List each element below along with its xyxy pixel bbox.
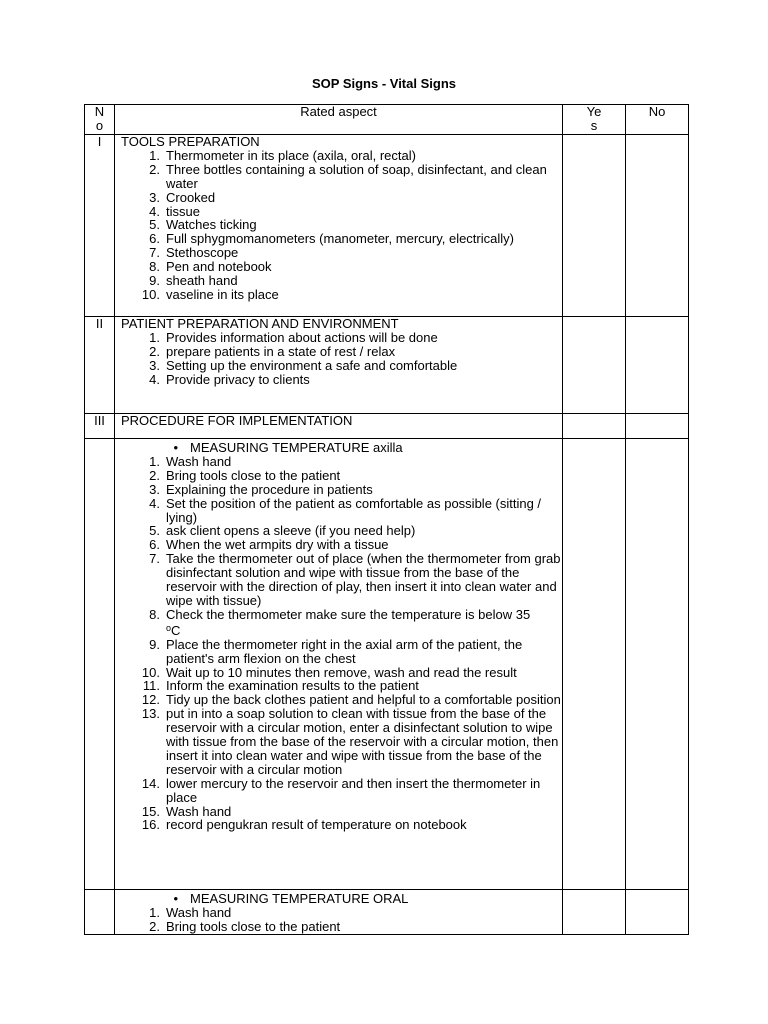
list-item-text bbox=[160, 638, 562, 666]
subsection-heading: MEASURING TEMPERATURE axilla bbox=[190, 440, 403, 455]
list-item-text bbox=[160, 805, 562, 819]
list-item bbox=[121, 218, 562, 232]
list-item bbox=[121, 920, 562, 934]
list-item bbox=[121, 149, 562, 163]
section-heading: PROCEDURE FOR IMPLEMENTATION bbox=[115, 414, 563, 439]
list-item-number: 5. bbox=[149, 523, 160, 539]
no-checkbox-cell[interactable] bbox=[626, 317, 689, 414]
list-item-body: Explaining the procedure in patients bbox=[166, 481, 373, 497]
list-item-text bbox=[160, 331, 562, 345]
subsection-heading: MEASURING TEMPERATURE ORAL bbox=[190, 891, 409, 906]
list-item bbox=[121, 608, 562, 638]
degree-symbol: o bbox=[166, 622, 172, 633]
section-heading: PATIENT PREPARATION AND ENVIRONMENT bbox=[121, 316, 399, 331]
no-checkbox-cell[interactable] bbox=[626, 890, 689, 935]
list-item-text bbox=[160, 260, 562, 274]
section-row-patient bbox=[85, 317, 689, 414]
bullet-heading bbox=[121, 441, 562, 455]
list-item bbox=[121, 345, 562, 359]
header-no-line-1: N bbox=[94, 104, 105, 119]
list-item-number: 12. bbox=[141, 692, 160, 708]
list-item-body: Watches ticking bbox=[166, 217, 257, 233]
checklist-table bbox=[84, 104, 689, 935]
list-item bbox=[121, 331, 562, 345]
list-item-body: Take the thermometer out of place (when the thermometer from grab disinfectant solution and wipe with tissue from the base of the reservoir with the direction of play, then insert it into clean water and wipe with tissue) bbox=[166, 551, 561, 608]
list-item-number: 9. bbox=[149, 636, 160, 652]
header-no-line-2: o bbox=[95, 117, 104, 133]
list-item-number: 2. bbox=[149, 343, 160, 359]
list-item-number: 2. bbox=[149, 161, 160, 177]
section-number: II bbox=[85, 317, 115, 414]
page-title: SOP Signs - Vital Signs bbox=[311, 76, 456, 91]
list-item-number: 2. bbox=[149, 918, 160, 934]
list-item-text bbox=[160, 524, 562, 538]
list-item-body: vaseline in its place bbox=[166, 286, 279, 302]
list-item-text bbox=[160, 274, 562, 288]
list-item-body: Check the thermometer make sure the temperature is below 35 bbox=[166, 606, 531, 622]
no-checkbox-cell[interactable] bbox=[626, 414, 689, 439]
section-content-tools bbox=[115, 135, 563, 317]
list-item-text bbox=[160, 906, 562, 920]
list-item bbox=[121, 777, 562, 805]
list-item-text bbox=[160, 246, 562, 260]
list-item bbox=[121, 638, 562, 666]
list-item-text bbox=[160, 679, 562, 693]
list-item-text bbox=[160, 483, 562, 497]
list-item-number: 8. bbox=[149, 259, 160, 275]
list-item-body: Stethoscope bbox=[166, 245, 239, 261]
list-item-body: ask client opens a sleeve (if you need help) bbox=[166, 523, 416, 539]
list-item-text bbox=[160, 777, 562, 805]
list-item-body: Tidy up the back clothes patient and helpful to a comfortable position bbox=[166, 692, 561, 708]
list-item-body: Provides information about actions will be done bbox=[166, 329, 438, 345]
list-item-text bbox=[160, 205, 562, 219]
list-item-text bbox=[160, 608, 562, 638]
list-item-number: 1. bbox=[149, 147, 160, 163]
section-number-empty bbox=[85, 439, 115, 890]
list-item-body: Provide privacy to clients bbox=[166, 371, 310, 387]
list-item-body: Wash hand bbox=[166, 453, 232, 469]
no-checkbox-cell[interactable] bbox=[626, 135, 689, 317]
list-item bbox=[121, 693, 562, 707]
list-item-body: Place the thermometer right in the axial arm of the patient, the patient's arm flexion on the chest bbox=[166, 636, 523, 666]
header-rated-aspect: Rated aspect bbox=[115, 105, 563, 135]
list-item bbox=[121, 469, 562, 483]
list-item-text bbox=[160, 149, 562, 163]
list-item-number: 4. bbox=[149, 371, 160, 387]
list-item-text bbox=[160, 469, 562, 483]
list-item-text bbox=[160, 191, 562, 205]
list-item bbox=[121, 906, 562, 920]
list-item-number: 8. bbox=[149, 606, 160, 622]
list-item bbox=[121, 552, 562, 608]
list-item-body: lower mercury to the reservoir and then insert the thermometer in place bbox=[166, 775, 541, 805]
list-item-body: put in into a soap solution to clean with tissue from the base of the reservoir with a circular motion, enter a disinfectant solution to wipe with tissue from the base of the reservoir with a circular motion, then insert it into clean water and wipe with tissue from the base of the reservoir with a circular motion bbox=[166, 706, 559, 777]
list-item-text bbox=[160, 345, 562, 359]
list-item-text bbox=[160, 693, 562, 707]
list-item bbox=[121, 483, 562, 497]
yes-checkbox-cell[interactable] bbox=[563, 317, 626, 414]
list-item bbox=[121, 191, 562, 205]
list-item-body: Wash hand bbox=[166, 803, 232, 819]
numbered-list bbox=[121, 149, 562, 302]
list-item-text bbox=[160, 552, 562, 608]
list-item-body: Set the position of the patient as comfortable as possible (sitting / lying) bbox=[166, 495, 542, 525]
list-item-text bbox=[160, 288, 562, 302]
section-number: III bbox=[85, 414, 115, 439]
list-item bbox=[121, 288, 562, 302]
list-item-body: record pengukran result of temperature on notebook bbox=[166, 817, 467, 833]
no-checkbox-cell[interactable] bbox=[626, 439, 689, 890]
list-item-body: tissue bbox=[166, 203, 200, 219]
list-item-body: Thermometer in its place (axila, oral, rectal) bbox=[166, 147, 416, 163]
section-content-axilla bbox=[115, 439, 563, 890]
list-item bbox=[121, 455, 562, 469]
list-item bbox=[121, 497, 562, 525]
list-item-text bbox=[160, 373, 562, 387]
list-item bbox=[121, 666, 562, 680]
yes-checkbox-cell[interactable] bbox=[563, 439, 626, 890]
yes-checkbox-cell[interactable] bbox=[563, 414, 626, 439]
list-item-number: 3. bbox=[149, 189, 160, 205]
list-item bbox=[121, 818, 562, 832]
list-item bbox=[121, 707, 562, 777]
list-item bbox=[121, 524, 562, 538]
header-no bbox=[85, 105, 115, 135]
numbered-list bbox=[121, 331, 562, 387]
list-item-body: Bring tools close to the patient bbox=[166, 918, 341, 934]
list-item-body: Three bottles containing a solution of soap, disinfectant, and clean water bbox=[166, 161, 547, 191]
list-item-text bbox=[160, 163, 562, 191]
header-yes-line-1: Ye bbox=[586, 104, 602, 119]
list-item-body: sheath hand bbox=[166, 273, 238, 289]
section-row-oral bbox=[85, 890, 689, 935]
header-yes-line-2: s bbox=[590, 117, 598, 133]
list-item bbox=[121, 538, 562, 552]
section-row-procedure bbox=[85, 414, 689, 439]
bullet-icon: • bbox=[173, 440, 178, 455]
list-item-number: 3. bbox=[149, 481, 160, 497]
header-row bbox=[85, 105, 689, 135]
numbered-list bbox=[121, 455, 562, 832]
bullet-heading bbox=[121, 892, 562, 906]
list-item bbox=[121, 232, 562, 246]
unit-label: C bbox=[171, 622, 181, 638]
list-item-text bbox=[160, 707, 562, 777]
list-item-text bbox=[160, 359, 562, 373]
list-item-body: Wait up to 10 minutes then remove, wash and read the result bbox=[166, 664, 517, 680]
list-item-text bbox=[160, 818, 562, 832]
list-item bbox=[121, 260, 562, 274]
list-item-number: 4. bbox=[149, 495, 160, 511]
list-item-number: 16. bbox=[141, 817, 160, 833]
list-item bbox=[121, 679, 562, 693]
list-item bbox=[121, 246, 562, 260]
list-item bbox=[121, 359, 562, 373]
list-item-body: prepare patients in a state of rest / relax bbox=[166, 343, 396, 359]
list-item-number: 2. bbox=[149, 467, 160, 483]
section-row-tools bbox=[85, 135, 689, 317]
list-item-number: 6. bbox=[149, 537, 160, 553]
section-heading: TOOLS PREPARATION bbox=[121, 134, 260, 149]
list-item-number: 14. bbox=[141, 775, 160, 791]
bullet-icon: • bbox=[173, 891, 178, 906]
yes-checkbox-cell[interactable] bbox=[563, 135, 626, 317]
list-item-text bbox=[160, 232, 562, 246]
list-item-body: Full sphygmomanometers (manometer, mercury, electrically) bbox=[166, 231, 514, 247]
list-item-text bbox=[160, 218, 562, 232]
list-item-number: 13. bbox=[141, 706, 160, 722]
list-item-number: 9. bbox=[149, 273, 160, 289]
section-content-patient bbox=[115, 317, 563, 414]
section-number: I bbox=[85, 135, 115, 317]
list-item bbox=[121, 163, 562, 191]
list-item-number: 11. bbox=[142, 678, 160, 694]
list-item-number: 3. bbox=[149, 357, 160, 373]
list-item-number: 1. bbox=[149, 453, 160, 469]
list-item-body: Wash hand bbox=[166, 904, 232, 920]
list-item bbox=[121, 805, 562, 819]
list-item bbox=[121, 274, 562, 288]
section-row-axilla bbox=[85, 439, 689, 890]
list-item bbox=[121, 373, 562, 387]
list-item-body: Crooked bbox=[166, 189, 216, 205]
list-item-number: 4. bbox=[149, 203, 160, 219]
list-item-body: Pen and notebook bbox=[166, 259, 272, 275]
section-content-oral bbox=[115, 890, 563, 935]
yes-checkbox-cell[interactable] bbox=[563, 890, 626, 935]
list-item-body: When the wet armpits dry with a tissue bbox=[166, 537, 389, 553]
list-item-text bbox=[160, 497, 562, 525]
header-no-column: No bbox=[626, 105, 689, 135]
list-item-number: 15. bbox=[141, 803, 160, 819]
header-yes bbox=[563, 105, 626, 135]
list-item-number: 6. bbox=[149, 231, 160, 247]
list-item-number: 10. bbox=[141, 664, 160, 680]
list-item-number: 10. bbox=[141, 286, 160, 302]
list-item-text bbox=[160, 666, 562, 680]
list-item-body: Setting up the environment a safe and comfortable bbox=[166, 357, 458, 373]
list-item-number: 1. bbox=[149, 329, 160, 345]
list-item bbox=[121, 205, 562, 219]
list-item-text bbox=[160, 538, 562, 552]
list-item-number: 5. bbox=[149, 217, 160, 233]
list-item-text bbox=[160, 455, 562, 469]
list-item-body: Inform the examination results to the patient bbox=[166, 678, 419, 694]
list-item-number: 1. bbox=[149, 904, 160, 920]
list-item-number: 7. bbox=[149, 551, 160, 567]
section-number-empty bbox=[85, 890, 115, 935]
numbered-list bbox=[121, 906, 562, 934]
list-item-number: 7. bbox=[149, 245, 160, 261]
list-item-text bbox=[160, 920, 562, 934]
list-item-body: Bring tools close to the patient bbox=[166, 467, 341, 483]
